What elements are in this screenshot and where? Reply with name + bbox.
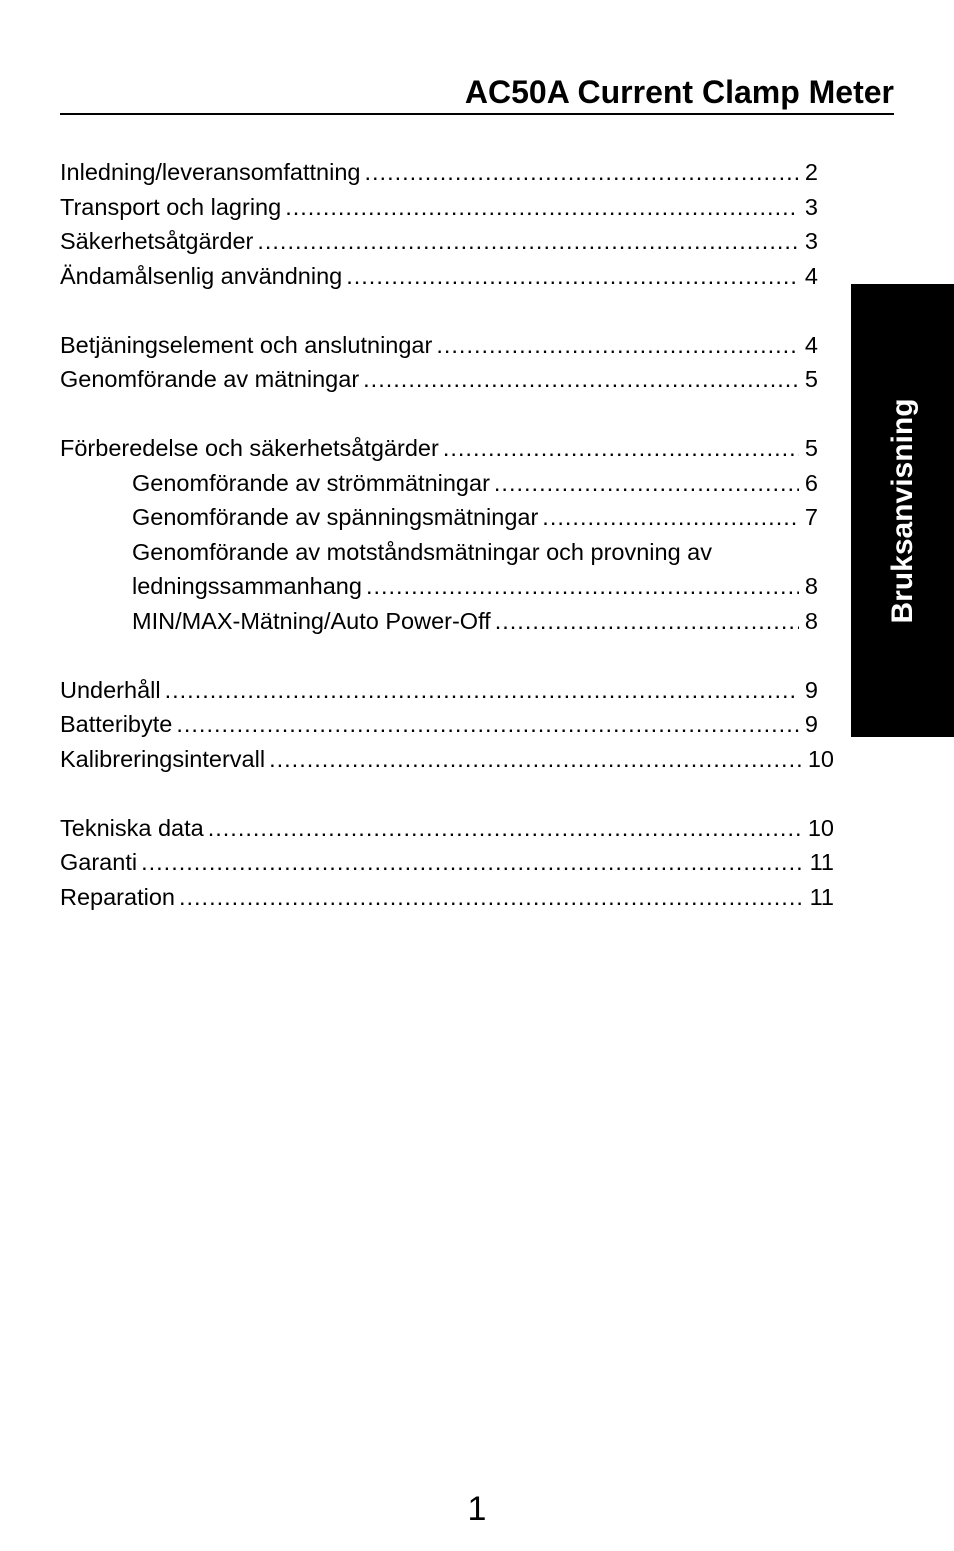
- toc-entry-page: 4: [804, 263, 818, 289]
- toc-leader-dots: [285, 190, 799, 224]
- toc-entry[interactable]: [60, 707, 818, 741]
- toc-entry-page: 3: [804, 194, 818, 220]
- toc-entry-page: 11: [809, 849, 834, 875]
- toc-entry-title: Genomförande av strömmätningar: [132, 470, 490, 496]
- toc-entry-title: Ändamålsenlig användning: [60, 263, 343, 289]
- toc-entry[interactable]: [60, 431, 818, 465]
- toc-entry-title: Garanti: [60, 849, 138, 875]
- toc-leader-dots: [542, 500, 799, 534]
- page-number: 1: [467, 1490, 487, 1528]
- toc-leader-dots: [364, 155, 798, 189]
- toc-subentry[interactable]: [132, 500, 818, 534]
- toc-entry-title: Underhåll: [60, 677, 161, 703]
- toc-subentry[interactable]: [132, 466, 818, 500]
- toc-entry-title: Transport och lagring: [60, 194, 282, 220]
- toc-entry-title: Reparation: [60, 884, 175, 910]
- toc-entry-title: Genomförande av spänningsmätningar: [132, 504, 539, 530]
- toc-subentry[interactable]: [132, 604, 818, 638]
- toc-leader-dots: [436, 328, 799, 362]
- toc-subentry[interactable]: [132, 569, 818, 603]
- toc-entry[interactable]: [60, 742, 834, 776]
- toc-entry[interactable]: [60, 845, 834, 879]
- toc-entry-page: 4: [804, 332, 818, 358]
- toc-entry-title: ledningssammanhang: [132, 573, 362, 599]
- toc-entry-page: 8: [804, 573, 818, 599]
- toc-entry[interactable]: [60, 155, 818, 189]
- toc-leader-dots: [495, 604, 799, 638]
- toc-leader-dots: [179, 880, 804, 914]
- toc-entry-page: 11: [809, 884, 834, 910]
- toc-entry-page: 8: [804, 608, 818, 634]
- toc-leader-dots: [141, 845, 804, 879]
- side-tab-label: Bruksanvisning: [885, 397, 919, 624]
- toc-entry-title: Säkerhetsåtgärder: [60, 228, 254, 254]
- toc-leader-dots: [346, 259, 799, 293]
- toc-entry-page: 9: [804, 677, 818, 703]
- toc-entry-title: Genomförande av mätningar: [60, 366, 360, 392]
- toc-entry-page: 10: [807, 746, 834, 772]
- toc-subentry-first-line[interactable]: Genomförande av motståndsmätningar och provning av: [132, 539, 712, 565]
- toc-entry[interactable]: [60, 673, 818, 707]
- header-rule: [60, 113, 894, 115]
- toc-entry-title: MIN/MAX-Mätning/Auto Power-Off: [132, 608, 491, 634]
- toc-entry-page: 10: [807, 815, 834, 841]
- toc-entry[interactable]: [60, 880, 834, 914]
- toc-entry-page: 3: [804, 228, 818, 254]
- toc-entry-title: Förberedelse och säkerhetsåtgärder: [60, 435, 439, 461]
- toc-leader-dots: [363, 362, 799, 396]
- toc-entry-title: Batteribyte: [60, 711, 173, 737]
- toc-entry-page: 2: [804, 159, 818, 185]
- document-title: AC50A Current Clamp Meter: [464, 74, 894, 110]
- toc-entry-page: 9: [804, 711, 818, 737]
- toc-leader-dots: [208, 811, 802, 845]
- toc-leader-dots: [269, 742, 802, 776]
- toc-entry-page: 6: [804, 470, 818, 496]
- toc-entry-title: Betjäningselement och anslutningar: [60, 332, 433, 358]
- toc-entry-page: 5: [804, 435, 818, 461]
- side-tab: [851, 284, 954, 737]
- toc-leader-dots: [176, 707, 799, 741]
- toc-entry-title: Inledning/leveransomfattning: [60, 159, 361, 185]
- toc-entry[interactable]: [60, 190, 818, 224]
- toc-leader-dots: [165, 673, 799, 707]
- toc-leader-dots: [366, 569, 799, 603]
- toc-entry-page: 5: [804, 366, 818, 392]
- toc-leader-dots: [443, 431, 799, 465]
- toc-entry[interactable]: [60, 811, 834, 845]
- toc-leader-dots: [494, 466, 799, 500]
- toc-entry[interactable]: [60, 328, 818, 362]
- toc-entry-title: Tekniska data: [60, 815, 204, 841]
- toc-entry[interactable]: [60, 259, 818, 293]
- toc-leader-dots: [257, 224, 799, 258]
- toc-entry[interactable]: [60, 362, 818, 396]
- toc-entry[interactable]: [60, 224, 818, 258]
- toc-entry-title: Kalibreringsintervall: [60, 746, 266, 772]
- toc-entry-page: 7: [804, 504, 818, 530]
